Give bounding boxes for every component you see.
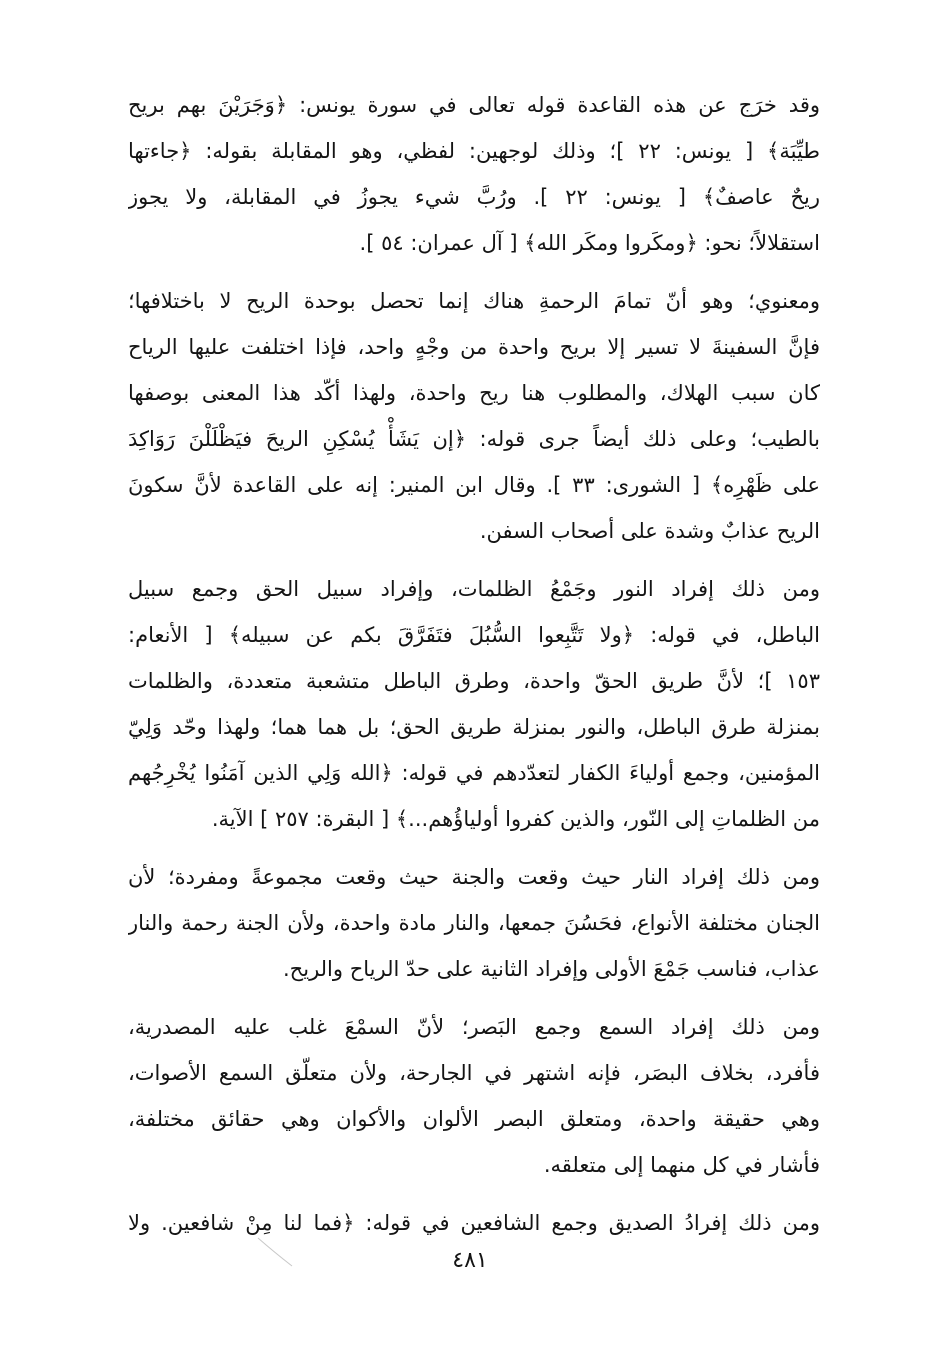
text-line: المؤمنين، وجمع أولياءَ الكفار لتعدّدهم في قوله: ﴿الله وَلِي الذين آمَنُوا يُخْرِجُهم [128,761,820,785]
text-line: من الظلماتِ إلى النّور، والذين كفروا أولياؤُهم...﴾ [ البقرة: ٢٥٧ ] الآية. [211,807,820,831]
paragraph-3 [128,566,820,842]
text-line: الباطل، في قوله: ﴿ولا تَتَّبِعوا السُّبُلَ فتَفَرَّقَ بكم عن سبيله﴾ [ الأنعام: [128,623,820,647]
text-line: الريح عذابٌ وشدة على أصحاب السفن. [479,519,820,543]
page-number: ٤٨١ [452,1248,488,1273]
text-line: وقد خرَج عن هذه القاعدة قوله تعالى في سورة يونس: ﴿وَجَرَيْنَ بهم بريح [128,93,820,117]
text-line: كان سبب الهلاك، والمطلوب هنا ريح واحدة، ولهذا أكّد هذا المعنى بوصفها [128,381,820,405]
text-line: ومعنوي؛ وهو أنّ تمامَ الرحمةِ هناك إنما تحصل بوحدة الريح لا باختلافها؛ [128,289,820,313]
text-line: ومن ذلك إفراد السمع وجمع البَصر؛ لأنّ السمْعَ غلب عليه المصدرية، [128,1015,820,1039]
text-line: فأفرد، بخلاف البصَر، فإنه اشتهر في الجارحة، ولأن متعلّق السمع الأصوات، [128,1061,820,1085]
text-line: ومن ذلك إفرادُ الصديق وجمع الشافعين في قوله: ﴿فما لنا مِنْ شافعين. ولا [128,1211,820,1235]
text-line: الجنان مختلفة الأنواع، فحَسُنَ جمعها، والنار مادة واحدة، ولأن الجنة رحمة والنار [128,911,820,935]
paragraph-1 [128,82,820,266]
text-line: فأشار في كل منهما إلى متعلقه. [543,1153,820,1177]
paragraph-4 [128,854,820,992]
text-line: ومن ذلك إفراد النور وجَمْعُ الظلمات، وإفراد سبيل الحق وجمع سبيل [128,577,820,601]
paragraph-2 [128,278,820,554]
text-line: فإنَّ السفينةَ لا تسير إلا بريح واحدة من وجْهٍ واحد، فإذا اختلفت عليها الرياح [128,335,820,359]
text-line: بالطيب؛ وعلى ذلك أيضاً جرى قوله: ﴿إن يَشَأْ يُسْكِنِ الريحَ فيَظْلَلْنَ رَوَاكِدَ [128,427,820,451]
text-line: طيِّبَة﴾ [ يونس: ٢٢ ]؛ وذلك لوجهين: لفظي، وهو المقابلة بقوله: ﴿جاءتها [128,139,820,163]
text-line: استقلالاً؛ نحو: ﴿ومكَروا ومكَر الله﴾ [ آل عمران: ٥٤ ]. [359,231,820,255]
text-line: ريحٌ عاصفٌ﴾ [ يونس: ٢٢ ]. ورُبَّ شيء يجوزُ في المقابلة، ولا يجوز [128,185,820,209]
text-line: وهي حقيقة واحدة، ومتعلق البصر الألوان والأكوان وهي حقائق مختلفة، [128,1107,820,1131]
paragraph-5 [128,1004,820,1188]
body-text [128,82,820,1258]
text-line: بمنزلة طرق الباطل، والنور بمنزلة طريق الحق؛ بل هما هما؛ ولهذا وحّد وَلِيّ [128,715,820,739]
text-line: على ظَهْرِه﴾ [ الشورى: ٣٣ ]. وقال ابن المنير: إنه على القاعدة لأنَّ سكونَ [128,473,820,497]
text-line: ومن ذلك إفراد النار حيث وقعت والجنة حيث وقعت مجموعةً ومفردة؛ لأن [128,865,820,889]
text-line: ١٥٣ ]؛ لأنَّ طريق الحقّ واحدة، وطرق الباطل متشعبة متعددة، والظلمات [128,669,820,693]
text-line: عذاب، فناسب جَمْعَ الأولى وإفراد الثانية على حدّ الرياح والريح. [283,957,820,981]
paragraph-6 [128,1200,820,1246]
